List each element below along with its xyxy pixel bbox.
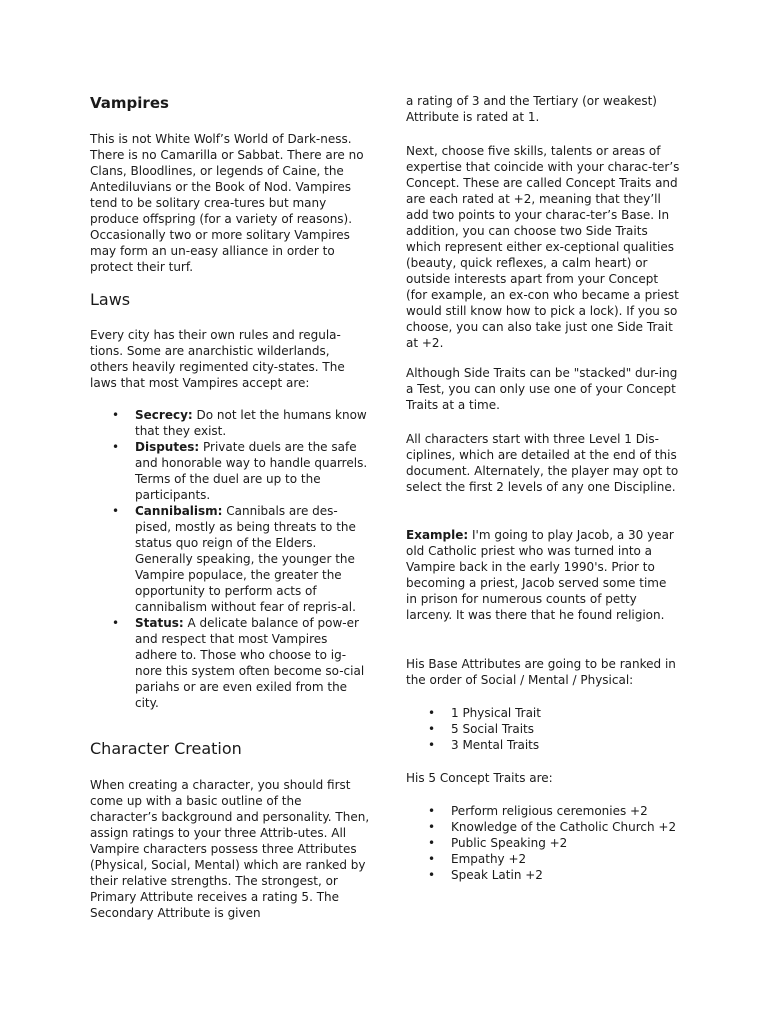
list-item (90, 439, 370, 503)
law-term: Disputes: (135, 440, 200, 454)
laws-intro-paragraph: Every city has their own rules and regula-tions. Some are anarchistic wilderlands, others heavily regimented city-states. The laws that most Vampires accept are: (90, 328, 345, 390)
heading-laws: Laws (90, 290, 131, 309)
laws-list (90, 407, 370, 711)
base-attributes-paragraph: His Base Attributes are going to be ranked in the order of Social / Mental / Physical: (406, 657, 676, 687)
base-attributes-list (406, 705, 681, 753)
list-item: • 5 Social Traits (406, 721, 681, 737)
vampires-paragraph: This is not White Wolf’s World of Dark-ness. There is no Camarilla or Sabbat. There are no Clans, Bloodlines, or legends of Caine, the Antediluvians or the Book of Nod. Vampires tend to be solitary crea-tures but many produce offspring (for a variety of reasons). Occasionally two or more solitary Vampires may form an un-easy alliance in order to protect their turf. (90, 132, 364, 274)
heading-character-creation: Character Creation (90, 739, 242, 758)
disciplines-paragraph: All characters start with three Level 1 Dis-ciplines, which are detailed at the end of this document. Alternately, the player may opt to select the first 2 levels of any one Discipline. (406, 432, 679, 494)
attributes-continued-paragraph: a rating of 3 and the Tertiary (or weakest) Attribute is rated at 1. (406, 94, 657, 124)
law-term: Secrecy: (135, 408, 193, 422)
list-item: • Knowledge of the Catholic Church +2 (406, 819, 681, 835)
list-item: • Perform religious ceremonies +2 (406, 803, 681, 819)
law-text: A delicate balance of pow-er and respect that most Vampires adhere to. Those who choose to ig-nore this system often become so-cial pariahs or are even exiled from the city. (135, 616, 365, 710)
concept-traits-paragraph: Next, choose five skills, talents or areas of expertise that coincide with your charac-ter’s Concept. These are called Concept Traits and are each rated at +2, meaning that they’ll add two points to your charac-ter’s Base. In addition, you can choose two Side Traits which represent either ex-ceptional qualities (beauty, quick reflexes, a calm heart) or outside interests apart from your Concept (for example, an ex-con who became a priest would still know how to pick a lock). If you so choose, you can also take just one Side Trait at +2. (406, 144, 680, 350)
list-item: • Public Speaking +2 (406, 835, 681, 851)
law-term: Cannibalism: (135, 504, 223, 518)
law-text: Private duels are the safe and honorable way to handle quarrels. Terms of the duel are up to the participants. (135, 440, 368, 502)
concept-traits-list (406, 803, 681, 883)
list-item (90, 615, 370, 711)
list-item: • 3 Mental Traits (406, 737, 681, 753)
list-item: • 1 Physical Trait (406, 705, 681, 721)
list-item: • Speak Latin +2 (406, 867, 681, 883)
heading-vampires: Vampires (90, 94, 169, 112)
list-item (90, 407, 370, 439)
law-term: Status: (135, 616, 184, 630)
law-text: Do not let the humans know that they exist. (135, 408, 367, 438)
example-text: I'm going to play Jacob, a 30 year old Catholic priest who was turned into a Vampire back in the early 1990's. Prior to becoming a priest, Jacob served some time in prison for numerous counts of petty larceny. It was there that he found religion. (406, 528, 674, 622)
list-item: • Empathy +2 (406, 851, 681, 867)
list-item (90, 503, 370, 615)
side-traits-paragraph: Although Side Traits can be "stacked" dur-ing a Test, you can only use one of your Concept Traits at a time. (406, 366, 678, 412)
creation-paragraph: When creating a character, you should first come up with a basic outline of the character’s background and personality. Then, assign ratings to your three Attrib-utes. All Vampire characters possess three Attributes (Physical, Social, Mental) which are ranked by their relative strengths. The strongest, or Primary Attribute receives a rating 5. The Secondary Attribute is given (90, 778, 370, 920)
example-paragraph (406, 527, 681, 623)
concept-traits-intro: His 5 Concept Traits are: (406, 771, 553, 785)
example-label: Example: (406, 528, 469, 542)
law-text: Cannibals are des-pised, mostly as being threats to the status quo reign of the Elders. Generally speaking, the younger the Vampire populace, the greater the opportunity to perform acts of cannibalism without fear of repris-al. (135, 504, 356, 614)
